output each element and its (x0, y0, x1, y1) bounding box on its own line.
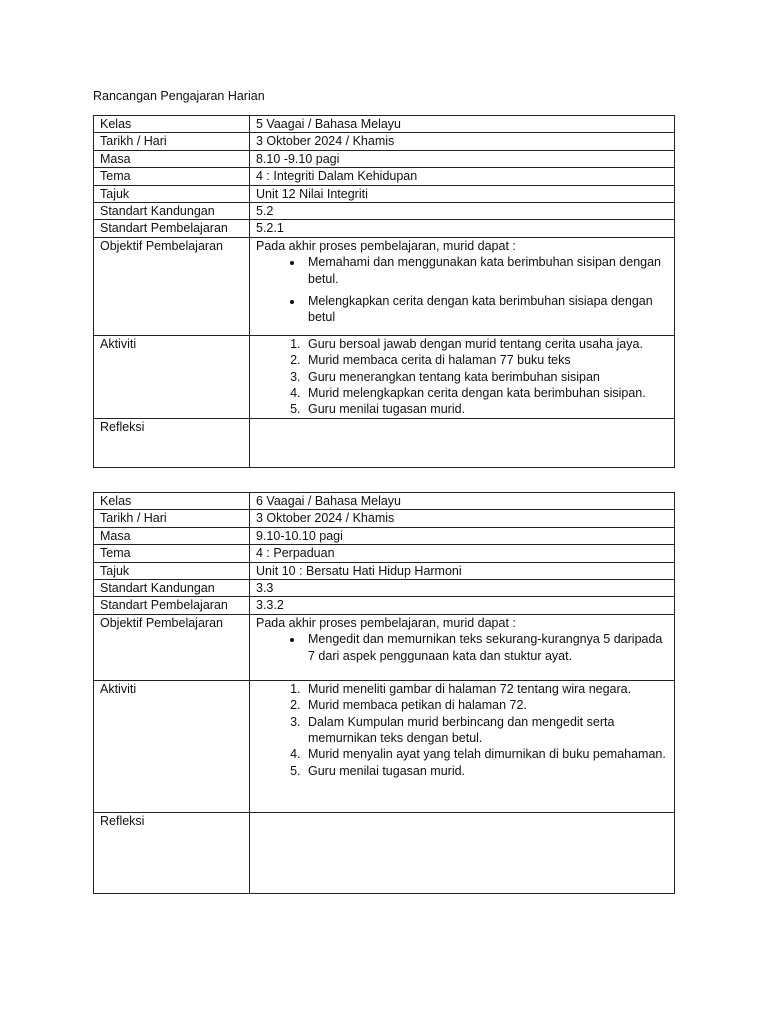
list-item: 2. Murid membaca petikan di halaman 72. (304, 697, 668, 713)
cell-value: 8.10 -9.10 pagi (250, 150, 675, 167)
objektif-list (256, 631, 668, 664)
cell-objektif (250, 614, 675, 680)
row-tema (94, 545, 675, 562)
list-item: 2. Murid membaca cerita di halaman 77 buku teks (304, 352, 668, 368)
list-item: 1. Guru bersoal jawab dengan murid tentang cerita usaha jaya. (304, 336, 668, 352)
cell-label: Tema (94, 545, 250, 562)
cell-value: 4 : Perpaduan (250, 545, 675, 562)
aktiviti-list (256, 681, 668, 779)
list-item: 3. Guru menerangkan tentang kata berimbuhan sisipan (304, 369, 668, 385)
row-objektif (94, 614, 675, 680)
cell-aktiviti (250, 680, 675, 812)
cell-objektif (250, 237, 675, 335)
cell-value: Unit 10 : Bersatu Hati Hidup Harmoni (250, 562, 675, 579)
aktiviti-list (256, 336, 668, 418)
row-tajuk (94, 185, 675, 202)
cell-label: Masa (94, 150, 250, 167)
list-item: • Melengkapkan cerita dengan kata berimbuhan sisiapa dengan betul (304, 293, 668, 326)
list-item: 5. Guru menilai tugasan murid. (304, 401, 668, 417)
cell-label: Standart Kandungan (94, 580, 250, 597)
row-aktiviti (94, 335, 675, 418)
cell-label: Standart Kandungan (94, 203, 250, 220)
cell-label: Tema (94, 168, 250, 185)
objektif-intro: Pada akhir proses pembelajaran, murid dapat : (256, 238, 516, 253)
list-item: • Memahami dan menggunakan kata berimbuhan sisipan dengan betul. (304, 254, 668, 287)
cell-value: 5.2.1 (250, 220, 675, 237)
objektif-intro: Pada akhir proses pembelajaran, murid dapat : (256, 615, 516, 630)
row-aktiviti (94, 680, 675, 812)
row-kelas (94, 116, 675, 133)
list-item: 4. Murid menyalin ayat yang telah dimurnikan di buku pemahaman. (304, 746, 668, 762)
cell-refleksi (250, 418, 675, 467)
row-tarikh-hari (94, 510, 675, 527)
cell-label: Standart Pembelajaran (94, 597, 250, 614)
lesson-plan-table-2 (93, 492, 675, 894)
cell-value: 3 Oktober 2024 / Khamis (250, 133, 675, 150)
cell-label: Aktiviti (94, 680, 250, 812)
list-item: 4. Murid melengkapkan cerita dengan kata berimbuhan sisipan. (304, 385, 668, 401)
row-standart-pembelajaran (94, 597, 675, 614)
cell-label: Refleksi (94, 418, 250, 467)
cell-aktiviti (250, 335, 675, 418)
document-title: Rancangan Pengajaran Harian (93, 89, 265, 103)
cell-label: Tajuk (94, 185, 250, 202)
row-standart-kandungan (94, 580, 675, 597)
row-masa (94, 150, 675, 167)
cell-label: Objektif Pembelajaran (94, 614, 250, 680)
row-standart-kandungan (94, 203, 675, 220)
row-refleksi (94, 812, 675, 893)
cell-label: Kelas (94, 116, 250, 133)
lesson-plan-table-1 (93, 115, 675, 468)
cell-value: 5 Vaagai / Bahasa Melayu (250, 116, 675, 133)
list-item: • Mengedit dan memurnikan teks sekurang-kurangnya 5 daripada 7 dari aspek penggunaan kata dan stuktur ayat. (304, 631, 668, 664)
row-kelas (94, 493, 675, 510)
list-item: 1. Murid meneliti gambar di halaman 72 tentang wira negara. (304, 681, 668, 697)
row-tarikh-hari (94, 133, 675, 150)
cell-label: Tajuk (94, 562, 250, 579)
row-tema (94, 168, 675, 185)
cell-label: Masa (94, 527, 250, 544)
objektif-list (256, 254, 668, 326)
row-standart-pembelajaran (94, 220, 675, 237)
cell-value: 3.3 (250, 580, 675, 597)
cell-value: Unit 12 Nilai Integriti (250, 185, 675, 202)
cell-label: Tarikh / Hari (94, 133, 250, 150)
cell-label: Kelas (94, 493, 250, 510)
cell-value: 6 Vaagai / Bahasa Melayu (250, 493, 675, 510)
row-refleksi (94, 418, 675, 467)
cell-label: Objektif Pembelajaran (94, 237, 250, 335)
row-masa (94, 527, 675, 544)
cell-value: 3 Oktober 2024 / Khamis (250, 510, 675, 527)
cell-value: 9.10-10.10 pagi (250, 527, 675, 544)
list-item: 3. Dalam Kumpulan murid berbincang dan mengedit serta memurnikan teks dengan betul. (304, 714, 668, 747)
cell-label: Standart Pembelajaran (94, 220, 250, 237)
row-tajuk (94, 562, 675, 579)
cell-value: 4 : Integriti Dalam Kehidupan (250, 168, 675, 185)
cell-label: Refleksi (94, 812, 250, 893)
cell-label: Tarikh / Hari (94, 510, 250, 527)
cell-value: 5.2 (250, 203, 675, 220)
row-objektif (94, 237, 675, 335)
cell-label: Aktiviti (94, 335, 250, 418)
cell-value: 3.3.2 (250, 597, 675, 614)
list-item: 5. Guru menilai tugasan murid. (304, 763, 668, 779)
cell-refleksi (250, 812, 675, 893)
